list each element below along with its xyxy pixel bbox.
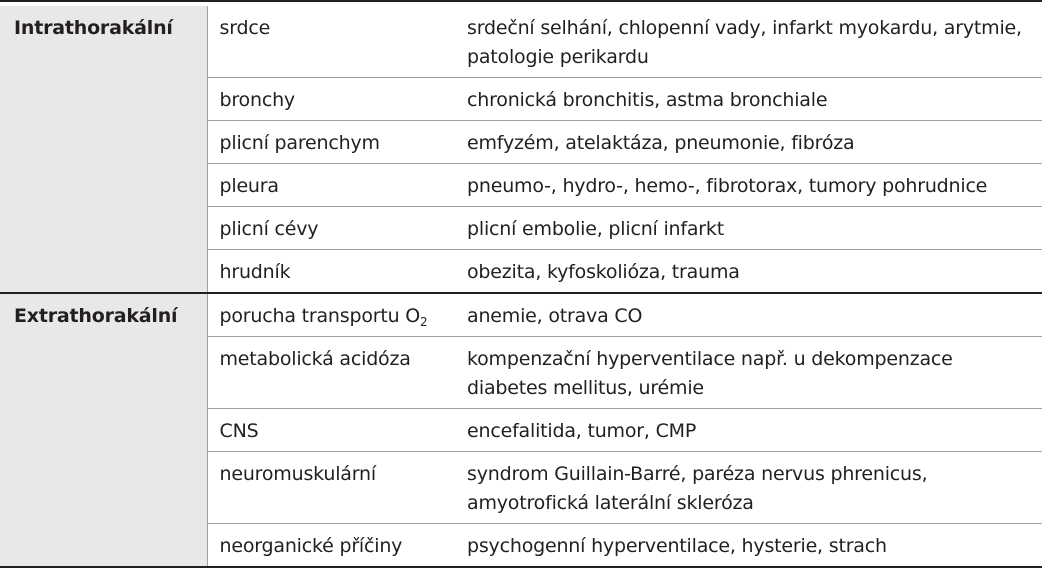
organ-cell (207, 452, 455, 524)
causes-cell (455, 164, 1042, 207)
organ-cell (207, 250, 455, 294)
cause-line: emfyzém, atelaktáza, pneumonie, fibróza (467, 132, 855, 154)
organ-label: metabolická acidóza (219, 348, 411, 370)
cause-line: anemie, otrava CO (467, 305, 643, 327)
cause-line: pneumo-, hydro-, hemo-, fibrotorax, tumory pohrudnice (467, 175, 988, 197)
organ-cell (207, 6, 455, 78)
causes-table-body (0, 6, 1042, 567)
organ-label: plicní cévy (219, 218, 319, 240)
organ-label: bronchy (219, 89, 295, 111)
organ-label: CNS (219, 420, 259, 442)
organ-subscript: 2 (420, 315, 428, 329)
causes-cell (455, 78, 1042, 121)
organ-cell (207, 78, 455, 121)
organ-cell (207, 207, 455, 250)
cause-line: encefalitida, tumor, CMP (467, 420, 697, 442)
causes-cell (455, 337, 1042, 409)
organ-cell (207, 293, 455, 337)
organ-cell (207, 337, 455, 409)
organ-label: neuromuskulární (219, 463, 376, 485)
organ-label: porucha transportu O (219, 305, 421, 327)
organ-cell (207, 409, 455, 452)
organ-label: neorganické příčiny (219, 535, 403, 557)
cause-line: syndrom Guillain-Barré, paréza nervus phrenicus, (467, 463, 928, 485)
table-top-rule (0, 0, 1042, 4)
table-row (0, 6, 1042, 78)
causes-table (0, 6, 1042, 568)
organ-cell (207, 121, 455, 164)
table-row (0, 293, 1042, 337)
cause-line: obezita, kyfoskolióza, trauma (467, 261, 740, 283)
causes-cell (455, 207, 1042, 250)
cause-line: plicní embolie, plicní infarkt (467, 218, 724, 240)
causes-cell (455, 250, 1042, 294)
organ-label: plicní parenchym (219, 132, 380, 154)
causes-cell (455, 524, 1042, 568)
group-label: Intrathorakální (0, 6, 207, 293)
cause-line: srdeční selhání, chlopenní vady, infarkt myokardu, arytmie, (467, 17, 1022, 39)
causes-cell (455, 293, 1042, 337)
organ-label: hrudník (219, 261, 291, 283)
cause-line: diabetes mellitus, urémie (467, 377, 704, 399)
cause-line: chronická bronchitis, astma bronchiale (467, 89, 828, 111)
causes-cell (455, 409, 1042, 452)
causes-cell (455, 452, 1042, 524)
organ-label: srdce (219, 17, 271, 39)
organ-cell (207, 164, 455, 207)
group-label: Extrathorakální (0, 293, 207, 567)
cause-line: patologie perikardu (467, 46, 649, 68)
organ-label: pleura (219, 175, 279, 197)
cause-line: psychogenní hyperventilace, hysterie, strach (467, 535, 887, 557)
causes-cell (455, 6, 1042, 78)
causes-cell (455, 121, 1042, 164)
cause-line: kompenzační hyperventilace např. u dekompenzace (467, 348, 953, 370)
cause-line: amyotrofická laterální skleróza (467, 492, 754, 514)
organ-cell (207, 524, 455, 568)
